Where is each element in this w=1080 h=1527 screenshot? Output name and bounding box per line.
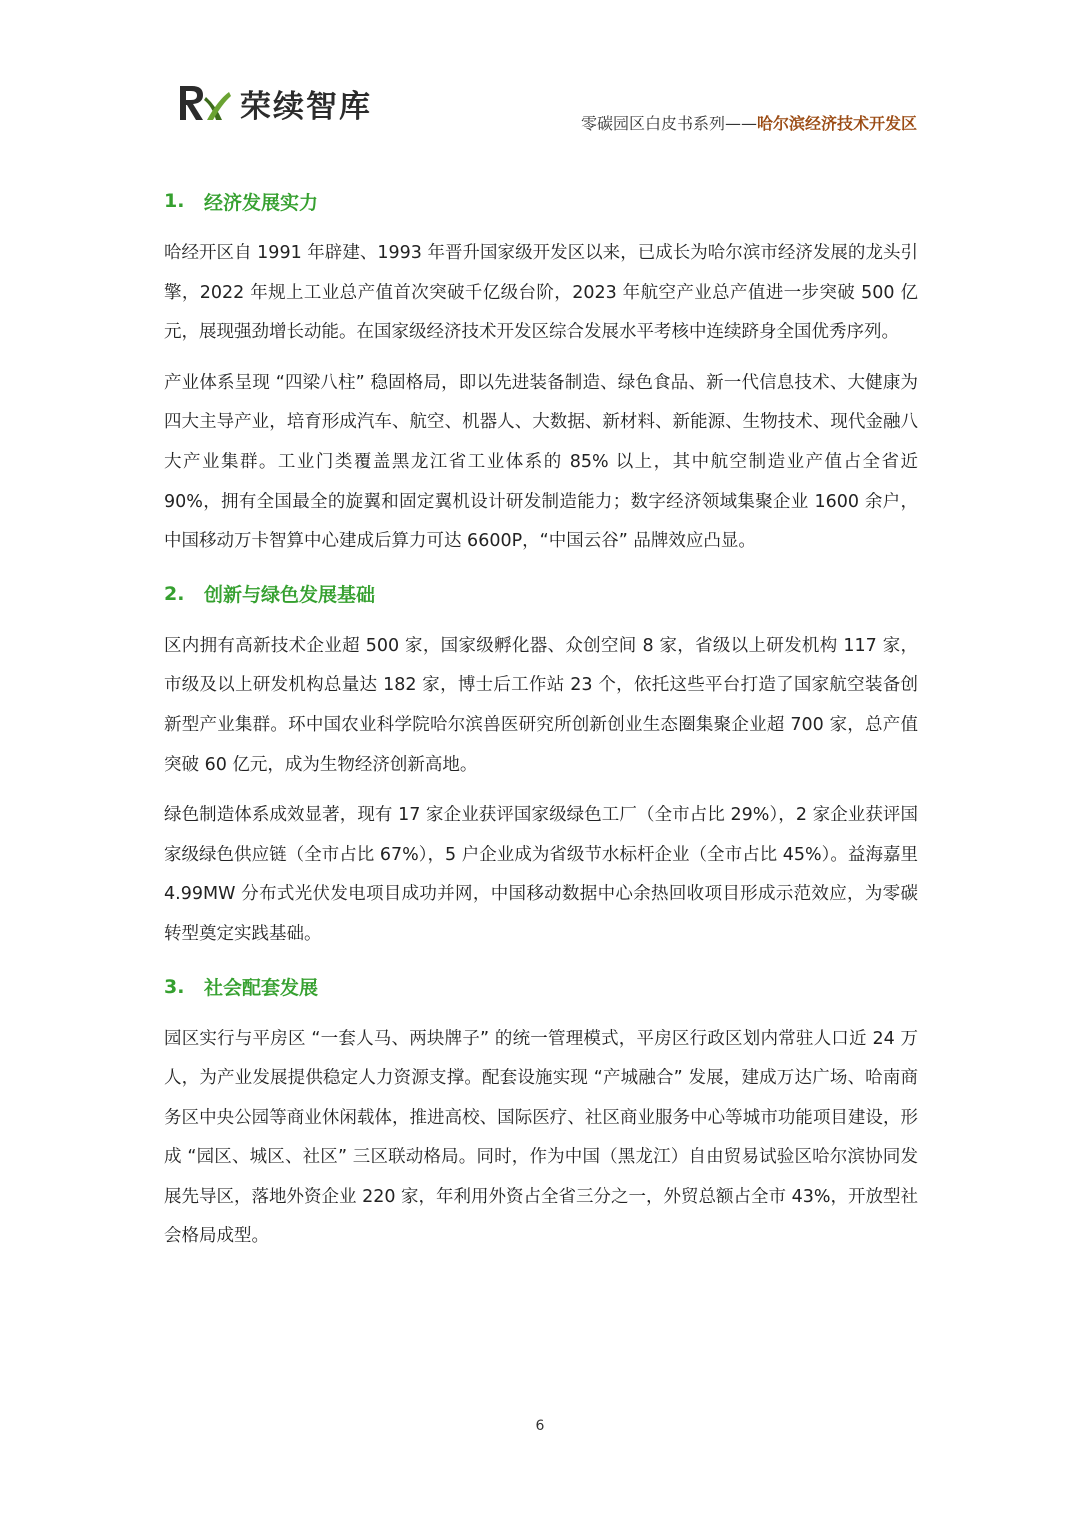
- section-heading-3: [164, 966, 918, 1008]
- section-heading-2: [164, 573, 918, 615]
- document-body: [164, 180, 918, 1257]
- section-title: 创新与绿色发展基础: [204, 584, 376, 607]
- section-number: 1.: [164, 190, 185, 212]
- paragraph: 区内拥有高新技术企业超 500 家，国家级孵化器、众创空间 8 家，省级以上研发机构 117 家，市级及以上研发机构总量达 182 家，博士后工作站 23 个，依托这些平台打造了国家航空装备创新型产业集群。环中国农业科学院哈尔滨兽医研究所创新创业生态圈集聚企业超 700 家，总产值突破 60 亿元，成为生物经济创新高地。: [164, 635, 918, 775]
- brand-name: 荣续智库: [240, 88, 372, 125]
- page-number: 6: [535, 1418, 545, 1434]
- paragraph: 园区实行与平房区 “一套人马、两块牌子” 的统一管理模式，平房区行政区划内常驻人口近 24 万人，为产业发展提供稳定人力资源支撑。配套设施实现 “产城融合” 发展，建成万达广场、哈南商务区中央公园等商业休闲载体，推进高校、国际医疗、社区商业服务中心等城市功能项目建设，形成 “园区、城区、社区” 三区联动格局。同时，作为中国（黑龙江）自由贸易试验区哈尔滨协同发展先导区，落地外资企业 220 家，年利用外资占全省三分之一，外贸总额占全市 43%，开放型社会格局成型。: [164, 1028, 918, 1247]
- page-header: [0, 0, 1080, 140]
- section-heading-1: [164, 180, 918, 222]
- brand-logo: [176, 80, 372, 126]
- section-title: 经济发展实力: [204, 191, 319, 214]
- series-title: [581, 111, 917, 134]
- paragraph: 产业体系呈现 “四梁八柱” 稳固格局，即以先进装备制造、绿色食品、新一代信息技术、大健康为四大主导产业，培育形成汽车、航空、机器人、大数据、新材料、新能源、生物技术、现代金融八大产业集群。工业门类覆盖黑龙江省工业体系的 85% 以上，其中航空制造业产值占全省近 90%，拥有全国最全的旋翼和固定翼机设计研发制造能力；数字经济领域集聚企业 1600 余户，中国移动万卡智算中心建成后算力可达 6600P，“中国云谷” 品牌效应凸显。: [164, 372, 918, 552]
- series-prefix: 零碳园区白皮书系列——: [580, 114, 757, 133]
- paragraph: 哈经开区自 1991 年辟建、1993 年晋升国家级开发区以来，已成长为哈尔滨市经济发展的龙头引擎，2022 年规上工业总产值首次突破千亿级台阶，2023 年航空产业总产值进一步突破 500 亿元，展现强劲增长动能。在国家级经济技术开发区综合发展水平考核中连续跻身全国优秀序列。: [164, 243, 918, 343]
- section-number: 2.: [164, 582, 185, 605]
- section-number: 3.: [164, 975, 185, 998]
- section-title: 社会配套发展: [204, 977, 319, 999]
- rx-logo-icon: [176, 80, 232, 126]
- paragraph: 绿色制造体系成效显著，现有 17 家企业获评国家级绿色工厂（全市占比 29%），2 家企业获评国家级绿色供应链（全市占比 67%），5 户企业成为省级节水标杆企业（全市占比 45%）。益海嘉里 4.99MW 分布式光伏发电项目成功并网，中国移动数据中心余热回收项目形成示范效应，为零碳转型奠定实践基础。: [164, 805, 918, 944]
- series-accent: 哈尔滨经济技术开发区: [756, 114, 917, 133]
